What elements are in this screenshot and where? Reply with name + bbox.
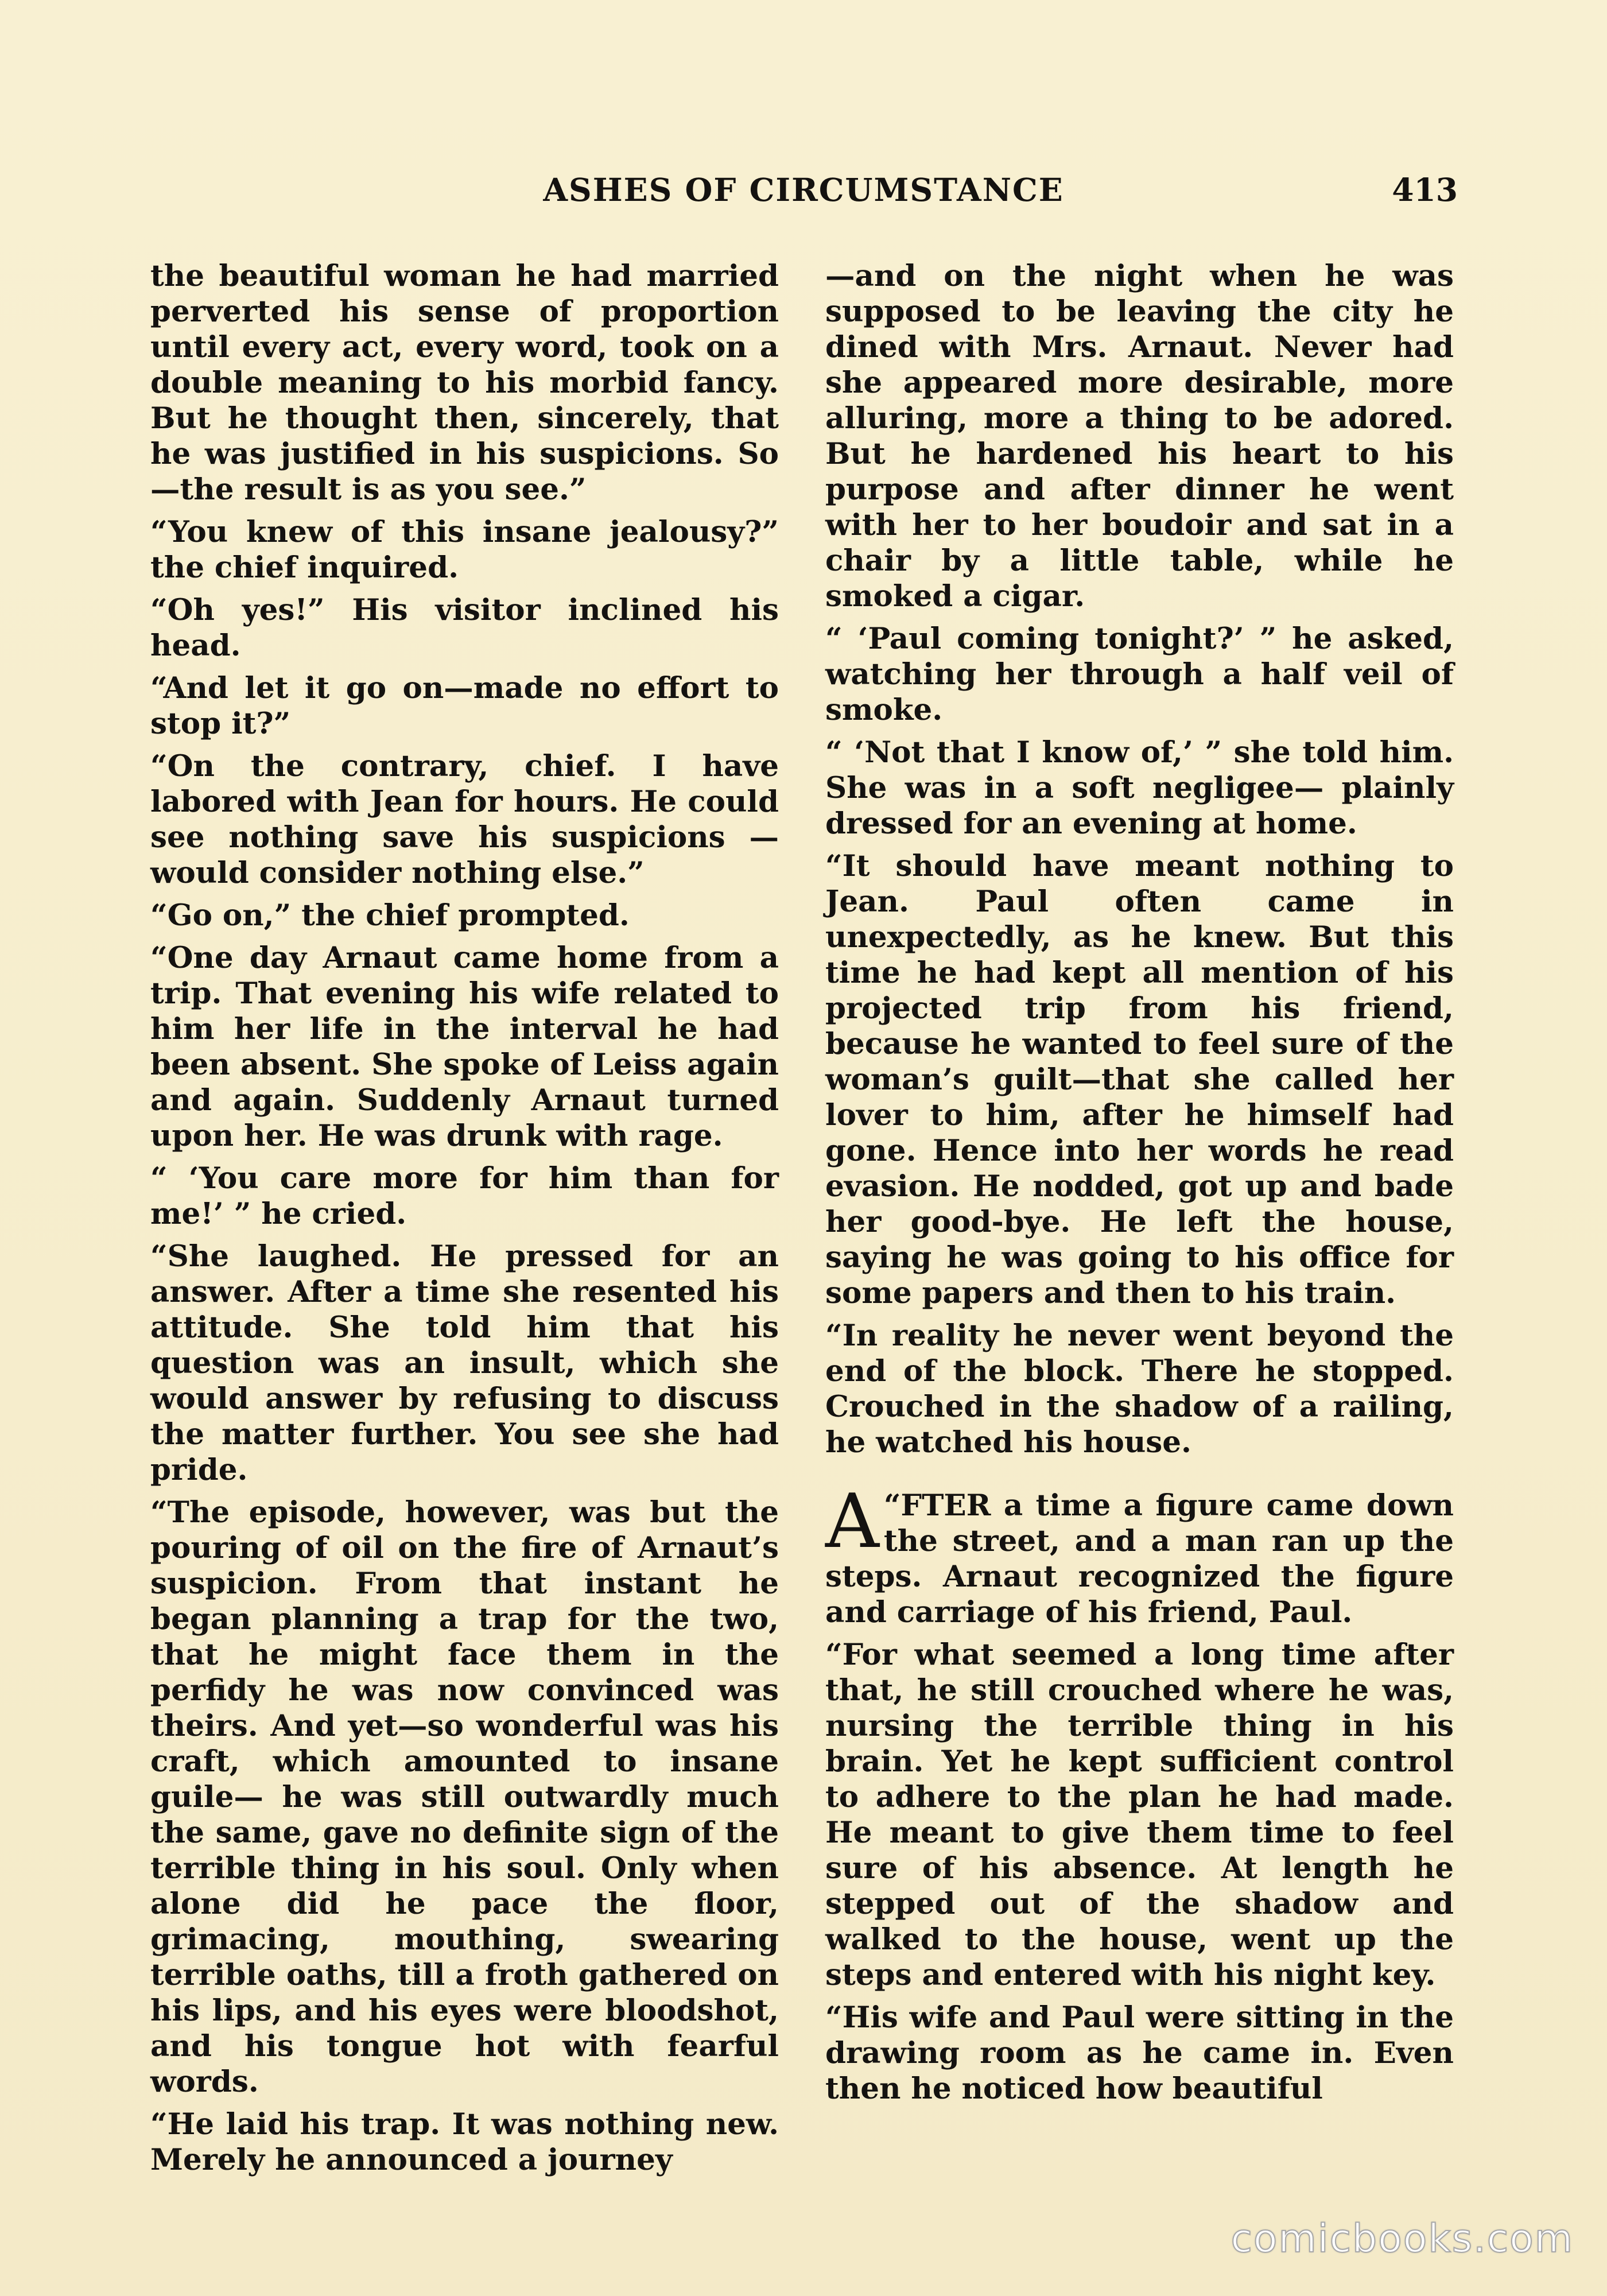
paragraph: “You knew of this insane jealousy?” the chief inquired. [150, 515, 779, 585]
small-caps-lead: FTER [900, 1488, 991, 1523]
right-column [825, 258, 1454, 2113]
paragraph: “The episode, however, was but the pouring of oil on the fire of Arnaut’s suspicion. From that instant he began planning a trap for the two, that he might face them in the perfidy he was now convinced was theirs. And yet—so wonderful was his craft, which amounted to insane guile— he was still outwardly much the same, gave no definite sign of the terrible thing in his soul. Only when alone did he pace the floor, grimacing, mouthing, swearing terrible oaths, till a froth gathered on his lips, and his eyes were bloodshot, and his tongue hot with fearful words. [150, 1495, 779, 2099]
paragraph: “ ‘Paul coming tonight?’ ” he asked, watching her through a half veil of smoke. [825, 622, 1454, 727]
paragraph: “It should have meant nothing to Jean. Paul often came in unexpectedly, as he knew. But this time he had kept all mention of his projected trip from his friend, because he wanted to feel sure of the woman’s guilt—that she called her lover to him, after he himself had gone. Hence into her words he read evasion. He nodded, got up and bade her good-bye. He left the house, saying he was going to his office for some papers and then to his train. [825, 849, 1454, 1310]
running-header [149, 171, 1458, 217]
paragraph: “And let it go on—made no effort to stop it?” [150, 671, 779, 741]
page-number: 413 [1392, 171, 1458, 208]
running-title: ASHES OF CIRCUMSTANCE [543, 171, 1064, 208]
paragraph: “For what seemed a long time after that, he still crouched where he was, nursing the terrible thing in his brain. Yet he kept sufficient control to adhere to the plan he had made. He meant to give them time to feel sure of his absence. At length he stepped out of the shadow and walked to the house, went up the steps and entered with his night key. [825, 1638, 1454, 1992]
section-break-paragraph [825, 1477, 1454, 1630]
paragraph: “ ‘You care more for him than for me!’ ” he cried. [150, 1161, 779, 1231]
paragraph: the beautiful woman he had married perverted his sense of proportion until every act, every word, took on a double meaning to his morbid fancy. But he thought then, sincerely, that he was justified in his suspicions. So —the result is as you see.” [150, 259, 779, 507]
left-column [150, 258, 779, 2185]
section-break-text: a time a figure came down the street, and a man ran up the steps. Arnaut recognized the figure and carriage of his friend, Paul. [825, 1488, 1454, 1630]
paragraph: “Go on,” the chief prompted. [150, 898, 630, 933]
paragraph: “Oh yes!” His visitor inclined his head. [150, 593, 779, 663]
paragraph: “On the contrary, chief. I have labored with Jean for hours. He could see nothing save his suspicions —would consider nothing else.” [150, 749, 779, 890]
paragraph: —and on the night when he was supposed to be leaving the city he dined with Mrs. Arnaut. Never had she appeared more desirable, more alluring, more a thing to be adored. But he hardened his heart to his purpose and after dinner he went with her to her boudoir and sat in a chair by a little table, while he smoked a cigar. [825, 259, 1454, 614]
watermark: comicbooks.com [1231, 2216, 1574, 2262]
paragraph: “His wife and Paul were sitting in the drawing room as he came in. Even then he noticed how beautiful [825, 2000, 1454, 2106]
paragraph: “She laughed. He pressed for an answer. After a time she resented his attitude. She told him that his question was an insult, which she would answer by refusing to discuss the matter further. You see she had pride. [150, 1239, 779, 1487]
paragraph: “One day Arnaut came home from a trip. That evening his wife related to him her life in the interval he had been absent. She spoke of Leiss again and again. Suddenly Arnaut turned upon her. He was drunk with rage. [150, 941, 779, 1153]
drop-cap: A [825, 1477, 879, 1565]
open-quote: “ [883, 1488, 901, 1523]
paragraph: “He laid his trap. It was nothing new. Merely he announced a journey [150, 2107, 779, 2177]
paragraph: “ ‘Not that I know of,’ ” she told him. She was in a soft negligee— plainly dressed for an evening at home. [825, 735, 1454, 841]
paragraph: “In reality he never went beyond the end of the block. There he stopped. Crouched in the shadow of a railing, he watched his house. [825, 1318, 1454, 1460]
